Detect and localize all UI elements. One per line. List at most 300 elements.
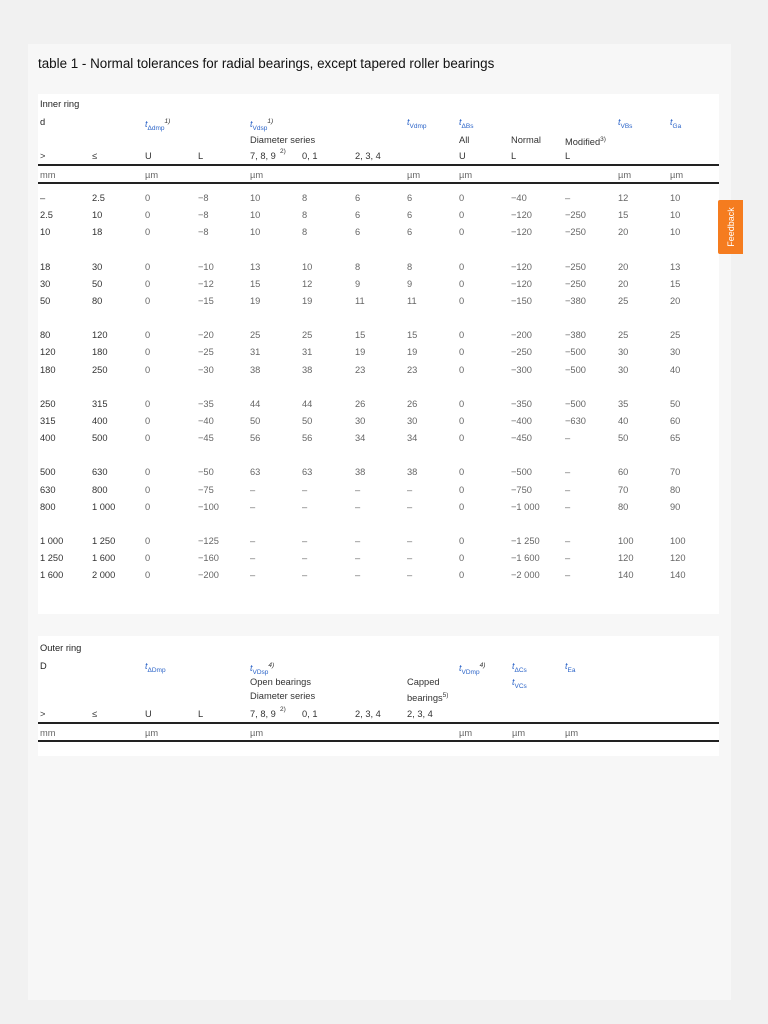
table-cell: 26 — [355, 398, 366, 409]
table-cell: 20 — [618, 278, 629, 289]
table-cell: 0 — [459, 467, 465, 478]
table-cell: 25 — [618, 330, 629, 341]
t-delta-Dmp-symbol: $t_{\Delta Dmp}$ — [145, 661, 166, 674]
table-cell: – — [355, 484, 361, 495]
table-cell: 630 — [92, 467, 108, 478]
table-cell: 50 — [92, 278, 103, 289]
table-cell: 500 — [40, 467, 56, 478]
table-cell: 38 — [355, 467, 366, 478]
t-VCs-symbol: $t_{VCs}$ — [512, 677, 527, 690]
table-cell: 15 — [250, 278, 261, 289]
t-vbs-symbol: $t_{VBs}$ — [618, 117, 633, 130]
table-cell: – — [355, 570, 361, 581]
table-cell: 12 — [618, 193, 629, 203]
table-cell: 0 — [459, 484, 465, 495]
table-cell: 13 — [670, 261, 681, 272]
table-cell: 6 — [407, 210, 413, 221]
table-cell: 0 — [145, 261, 151, 272]
table-cell: 34 — [407, 433, 418, 444]
header-rule — [38, 164, 719, 166]
table-cell: 8 — [302, 227, 308, 238]
table-cell: 80 — [618, 501, 629, 512]
table-cell: 10 — [670, 210, 681, 221]
table-cell: – — [355, 501, 361, 512]
table-cell: 0 — [459, 398, 465, 409]
table-cell: −30 — [198, 364, 214, 375]
table-cell: 6 — [407, 227, 413, 238]
inner-unit-col-11: µm — [618, 170, 632, 180]
table-cell: 20 — [618, 227, 629, 238]
t-VDmp-symbol: $t_{VDmp}^{4)}$ — [459, 662, 486, 676]
table-cell: 10 — [250, 227, 261, 238]
table-cell: 10 — [670, 193, 681, 203]
table-cell: – — [302, 553, 308, 564]
table-cell: 0 — [145, 296, 151, 306]
table-cell: −250 — [511, 347, 532, 358]
modified-label: Modified$^{3)}$ — [565, 136, 606, 148]
outer-subheader-col-1: ≤ — [92, 709, 98, 719]
table-cell: 8 — [302, 193, 308, 203]
table-cell: 1 000 — [40, 536, 64, 546]
table-cell: −75 — [198, 484, 214, 495]
table-cell: −300 — [511, 364, 532, 375]
units-rule — [38, 182, 719, 184]
table-cell: −8 — [198, 227, 209, 238]
table-cell: −35 — [198, 398, 214, 409]
inner-unit-col-7: µm — [407, 170, 421, 180]
table-cell: −160 — [198, 553, 219, 564]
table-cell: 400 — [92, 416, 108, 426]
table-cell: 12 — [302, 278, 313, 289]
table-cell: 50 — [250, 416, 261, 426]
outer-unit-col-2: µm — [250, 728, 264, 738]
table-cell: 19 — [302, 296, 313, 306]
table-cell: – — [250, 536, 256, 546]
table-cell: 65 — [670, 433, 681, 444]
table-cell: 1 000 — [92, 501, 116, 512]
table-cell: 0 — [145, 398, 151, 409]
table-cell: 0 — [459, 296, 465, 306]
table-cell: – — [565, 433, 571, 444]
all-label: All — [459, 135, 470, 145]
table-cell: −500 — [565, 347, 586, 358]
capped-bearings-label: bearings$^{5)}$ — [407, 692, 449, 704]
t-delta-bs-symbol: $t_{\Delta Bs}$ — [459, 117, 474, 130]
t-delta-Cs-symbol: $t_{\Delta Cs}$ — [512, 661, 527, 674]
table-cell: 80 — [40, 330, 51, 341]
table-cell: – — [565, 193, 571, 203]
footnote-marker: 2) — [280, 148, 286, 155]
table-cell: 15 — [670, 278, 681, 289]
table-cell: 30 — [92, 261, 103, 272]
table-cell: 38 — [302, 364, 313, 375]
table-cell: – — [355, 553, 361, 564]
outer-subheader-col-5: 0, 1 — [302, 709, 318, 719]
outer-unit-col-3: µm — [459, 728, 473, 738]
table-cell: 400 — [40, 433, 56, 444]
table-cell: −1 600 — [511, 553, 540, 564]
table-cell: 0 — [145, 570, 151, 581]
table-cell: 0 — [145, 227, 151, 238]
table-cell: 31 — [250, 347, 261, 358]
table-cell: −380 — [565, 330, 586, 341]
inner-ring-label: Inner ring — [40, 99, 80, 109]
table-cell: 6 — [407, 193, 413, 203]
open-bearings-label: Open bearings — [250, 677, 311, 687]
table-cell: – — [250, 501, 256, 512]
table-cell: 9 — [407, 278, 413, 289]
table-cell: −380 — [565, 296, 586, 306]
table-cell: −2 000 — [511, 570, 540, 581]
table-cell: −120 — [511, 210, 532, 221]
table-cell: 0 — [145, 364, 151, 375]
table-cell: −150 — [511, 296, 532, 306]
table-cell: 180 — [40, 364, 56, 375]
table-cell: 0 — [459, 193, 465, 203]
col-d-header: d — [40, 117, 46, 127]
table-cell: −200 — [511, 330, 532, 341]
table-cell: −120 — [511, 261, 532, 272]
table-cell: 13 — [250, 261, 261, 272]
table-cell: – — [302, 501, 308, 512]
table-cell: 25 — [250, 330, 261, 341]
table-cell: 50 — [40, 296, 51, 306]
table-cell: 800 — [92, 484, 108, 495]
table-cell: 30 — [618, 347, 629, 358]
table-cell: −1 250 — [511, 536, 540, 546]
table-cell: −400 — [511, 416, 532, 426]
inner-subheader-col-4: 7, 8, 9 — [250, 151, 276, 161]
outer-units-rule — [38, 740, 719, 742]
table-cell: 11 — [355, 296, 365, 306]
table-cell: −630 — [565, 416, 586, 426]
table-cell: 1 250 — [92, 536, 116, 546]
table-cell: 9 — [355, 278, 361, 289]
table-cell: 0 — [145, 278, 151, 289]
table-cell: – — [407, 501, 413, 512]
table-cell: – — [407, 484, 413, 495]
table-cell: 44 — [250, 398, 261, 409]
table-cell: 100 — [670, 536, 686, 546]
outer-unit-col-5: µm — [565, 728, 579, 738]
table-cell: – — [565, 501, 571, 512]
table-cell: 80 — [670, 484, 681, 495]
table-cell: −120 — [511, 227, 532, 238]
table-cell: – — [302, 570, 308, 581]
table-cell: 38 — [250, 364, 261, 375]
table-cell: 0 — [145, 330, 151, 341]
table-cell: −200 — [198, 570, 219, 581]
table-cell: 0 — [145, 347, 151, 358]
table-cell: 120 — [670, 553, 686, 564]
table-cell: 90 — [670, 501, 681, 512]
inner-unit-col-12: µm — [670, 170, 684, 180]
table-cell: 6 — [355, 227, 361, 238]
table-cell: −250 — [565, 227, 586, 238]
table-cell: 800 — [40, 501, 56, 512]
table-cell: 10 — [92, 210, 103, 221]
table-cell: 120 — [92, 330, 108, 341]
table-cell: −8 — [198, 210, 209, 221]
inner-subheader-col-3: L — [198, 151, 204, 161]
table-cell: 0 — [145, 467, 151, 478]
outer-unit-col-0: mm — [40, 728, 56, 738]
table-cell: 0 — [459, 364, 465, 375]
table-cell: 15 — [407, 330, 418, 341]
table-cell: −500 — [565, 398, 586, 409]
table-cell: −20 — [198, 330, 214, 341]
table-cell: −450 — [511, 433, 532, 444]
t-vdsp-symbol: $t_{Vdsp}^{1)}$ — [250, 118, 274, 132]
table-cell: 1 600 — [40, 570, 64, 581]
table-cell: 40 — [618, 416, 629, 426]
table-cell: 60 — [618, 467, 629, 478]
inner-subheader-col-10: L — [565, 151, 571, 161]
inner-unit-col-8: µm — [459, 170, 473, 180]
table-cell: 30 — [355, 416, 366, 426]
inner-subheader-col-6: 2, 3, 4 — [355, 151, 381, 161]
table-cell: 1 600 — [92, 553, 116, 564]
table-cell: −100 — [198, 501, 219, 512]
table-cell: 0 — [459, 261, 465, 272]
table-cell: 23 — [407, 364, 418, 375]
table-cell: 0 — [145, 484, 151, 495]
table-cell: −125 — [198, 536, 219, 546]
table-cell: – — [250, 553, 256, 564]
table-cell: 25 — [618, 296, 629, 306]
table-cell: – — [40, 193, 46, 203]
table-cell: 50 — [670, 398, 681, 409]
table-cell: 23 — [355, 364, 366, 375]
table-cell: −250 — [565, 261, 586, 272]
table-cell: −750 — [511, 484, 532, 495]
table-cell: −500 — [511, 467, 532, 478]
table-cell: 0 — [459, 536, 465, 546]
table-cell: – — [407, 553, 413, 564]
table-cell: −500 — [565, 364, 586, 375]
table-cell: 0 — [459, 330, 465, 341]
table-cell: 0 — [145, 433, 151, 444]
table-cell: 38 — [407, 467, 418, 478]
inner-subheader-col-1: ≤ — [92, 151, 98, 161]
table-cell: – — [355, 536, 361, 546]
inner-subheader-col-5: 0, 1 — [302, 151, 318, 161]
table-cell: 70 — [618, 484, 629, 495]
table-cell: 630 — [40, 484, 56, 495]
table-cell: 120 — [618, 553, 634, 564]
table-cell: 44 — [302, 398, 313, 409]
table-cell: – — [407, 570, 413, 581]
table-cell: 0 — [459, 570, 465, 581]
col-D-header: D — [40, 661, 47, 671]
table-cell: 30 — [670, 347, 681, 358]
outer-ring-label: Outer ring — [40, 643, 82, 653]
table-cell: – — [250, 484, 256, 495]
table-cell: 19 — [407, 347, 418, 358]
table-cell: −50 — [198, 467, 214, 478]
table-cell: 19 — [355, 347, 366, 358]
outer-subheader-col-4: 7, 8, 9 — [250, 709, 276, 719]
table-cell: – — [407, 536, 413, 546]
outer-subheader-col-7: 2, 3, 4 — [407, 709, 433, 719]
table-cell: 10 — [250, 210, 261, 221]
table-cell: 6 — [355, 210, 361, 221]
table-cell: 30 — [407, 416, 418, 426]
inner-subheader-col-2: U — [145, 151, 152, 161]
inner-ring-table — [38, 94, 719, 614]
table-cell: 0 — [145, 193, 151, 203]
table-cell: 30 — [40, 278, 51, 289]
table-cell: 500 — [92, 433, 108, 444]
inner-subheader-col-8: U — [459, 151, 466, 161]
feedback-label: Feedback — [725, 207, 736, 247]
table-cell: 250 — [92, 364, 108, 375]
table-cell: −250 — [565, 210, 586, 221]
table-cell: −15 — [198, 296, 214, 306]
table-cell: 0 — [459, 433, 465, 444]
table-cell: 0 — [145, 553, 151, 564]
table-cell: 56 — [250, 433, 261, 444]
table-cell: 6 — [355, 193, 361, 203]
table-cell: 140 — [618, 570, 634, 581]
table-cell: 250 — [40, 398, 56, 409]
outer-ring-table — [38, 636, 719, 756]
t-Ea-symbol: $t_{Ea}$ — [565, 661, 576, 674]
table-cell: 10 — [670, 227, 681, 238]
table-cell: – — [565, 536, 571, 546]
table-cell: 10 — [40, 227, 51, 238]
table-cell: 70 — [670, 467, 681, 478]
table-cell: −40 — [198, 416, 214, 426]
table-cell: 0 — [459, 553, 465, 564]
table-cell: 0 — [145, 536, 151, 546]
table-cell: 63 — [302, 467, 313, 478]
table-cell: 50 — [302, 416, 313, 426]
diameter-series-label-outer: Diameter series — [250, 691, 316, 701]
table-cell: 0 — [459, 227, 465, 238]
table-cell: 18 — [40, 261, 51, 272]
document-page — [28, 44, 731, 1000]
table-cell: 18 — [92, 227, 103, 238]
t-delta-dmp-symbol: $t_{\Delta dmp}^{1)}$ — [145, 118, 171, 132]
footnote-marker: 2) — [280, 706, 286, 713]
inner-subheader-col-0: > — [40, 151, 46, 161]
table-cell: 0 — [145, 501, 151, 512]
table-cell: 140 — [670, 570, 686, 581]
outer-subheader-col-0: > — [40, 709, 46, 719]
table-cell: −12 — [198, 278, 214, 289]
table-cell: 20 — [670, 296, 681, 306]
inner-unit-col-2: µm — [145, 170, 159, 180]
table-cell: 0 — [459, 278, 465, 289]
inner-unit-col-4: µm — [250, 170, 264, 180]
table-cell: −10 — [198, 261, 214, 272]
table-cell: 100 — [618, 536, 634, 546]
outer-subheader-col-6: 2, 3, 4 — [355, 709, 381, 719]
t-ga-symbol: $t_{Ga}$ — [670, 117, 682, 130]
table-cell: 120 — [40, 347, 56, 358]
table-cell: 50 — [618, 433, 629, 444]
outer-unit-col-4: µm — [512, 728, 526, 738]
table-cell: – — [565, 484, 571, 495]
table-cell: −45 — [198, 433, 214, 444]
table-cell: 10 — [250, 193, 261, 203]
table-cell: 315 — [92, 398, 108, 409]
inner-subheader-col-9: L — [511, 151, 517, 161]
table-cell: 26 — [407, 398, 418, 409]
table-cell: 30 — [618, 364, 629, 375]
table-cell: 8 — [355, 261, 361, 272]
table-cell: −40 — [511, 193, 527, 203]
table-cell: 0 — [145, 416, 151, 426]
table-cell: 15 — [618, 210, 629, 221]
table-cell: 0 — [145, 210, 151, 221]
table-cell: 10 — [302, 261, 313, 272]
table-cell: 11 — [407, 296, 417, 306]
outer-subheader-col-2: U — [145, 709, 152, 719]
table-cell: 8 — [407, 261, 413, 272]
table-cell: 315 — [40, 416, 56, 426]
table-cell: −1 000 — [511, 501, 540, 512]
t-VDsp-symbol: $t_{VDsp}^{4)}$ — [250, 662, 275, 676]
outer-header-rule — [38, 722, 719, 724]
table-cell: 19 — [250, 296, 261, 306]
table-cell: 8 — [302, 210, 308, 221]
table-cell: 35 — [618, 398, 629, 409]
table-cell: 80 — [92, 296, 103, 306]
table-cell: −25 — [198, 347, 214, 358]
table-cell: −350 — [511, 398, 532, 409]
outer-subheader-col-3: L — [198, 709, 204, 719]
table-cell: 34 — [355, 433, 366, 444]
table-cell: 31 — [302, 347, 313, 358]
table-title: table 1 - Normal tolerances for radial bearings, except tapered roller bearings — [38, 56, 495, 71]
table-cell: 2.5 — [40, 210, 53, 221]
table-cell: 40 — [670, 364, 681, 375]
table-cell: 20 — [618, 261, 629, 272]
table-cell: 0 — [459, 210, 465, 221]
table-cell: −250 — [565, 278, 586, 289]
diameter-series-label: Diameter series — [250, 135, 316, 145]
table-cell: – — [565, 553, 571, 564]
table-cell: 1 250 — [40, 553, 64, 564]
table-cell: – — [565, 467, 571, 478]
table-cell: −8 — [198, 193, 209, 203]
feedback-tab[interactable] — [718, 200, 743, 254]
table-cell: 56 — [302, 433, 313, 444]
table-cell: 180 — [92, 347, 108, 358]
table-cell: – — [565, 570, 571, 581]
t-vdmp-symbol: $t_{Vdmp}$ — [407, 117, 427, 130]
table-cell: 0 — [459, 347, 465, 358]
table-cell: 0 — [459, 501, 465, 512]
normal-label: Normal — [511, 135, 541, 145]
table-cell: 0 — [459, 416, 465, 426]
table-cell: – — [302, 484, 308, 495]
table-cell: 60 — [670, 416, 681, 426]
table-cell: – — [302, 536, 308, 546]
outer-unit-col-1: µm — [145, 728, 159, 738]
capped-label: Capped — [407, 677, 440, 687]
table-cell: 2.5 — [92, 193, 105, 203]
table-cell: – — [250, 570, 256, 581]
table-cell: 63 — [250, 467, 261, 478]
inner-unit-col-0: mm — [40, 170, 56, 180]
table-cell: 25 — [670, 330, 681, 341]
table-cell: 25 — [302, 330, 313, 341]
table-cell: 2 000 — [92, 570, 116, 581]
table-cell: 15 — [355, 330, 366, 341]
